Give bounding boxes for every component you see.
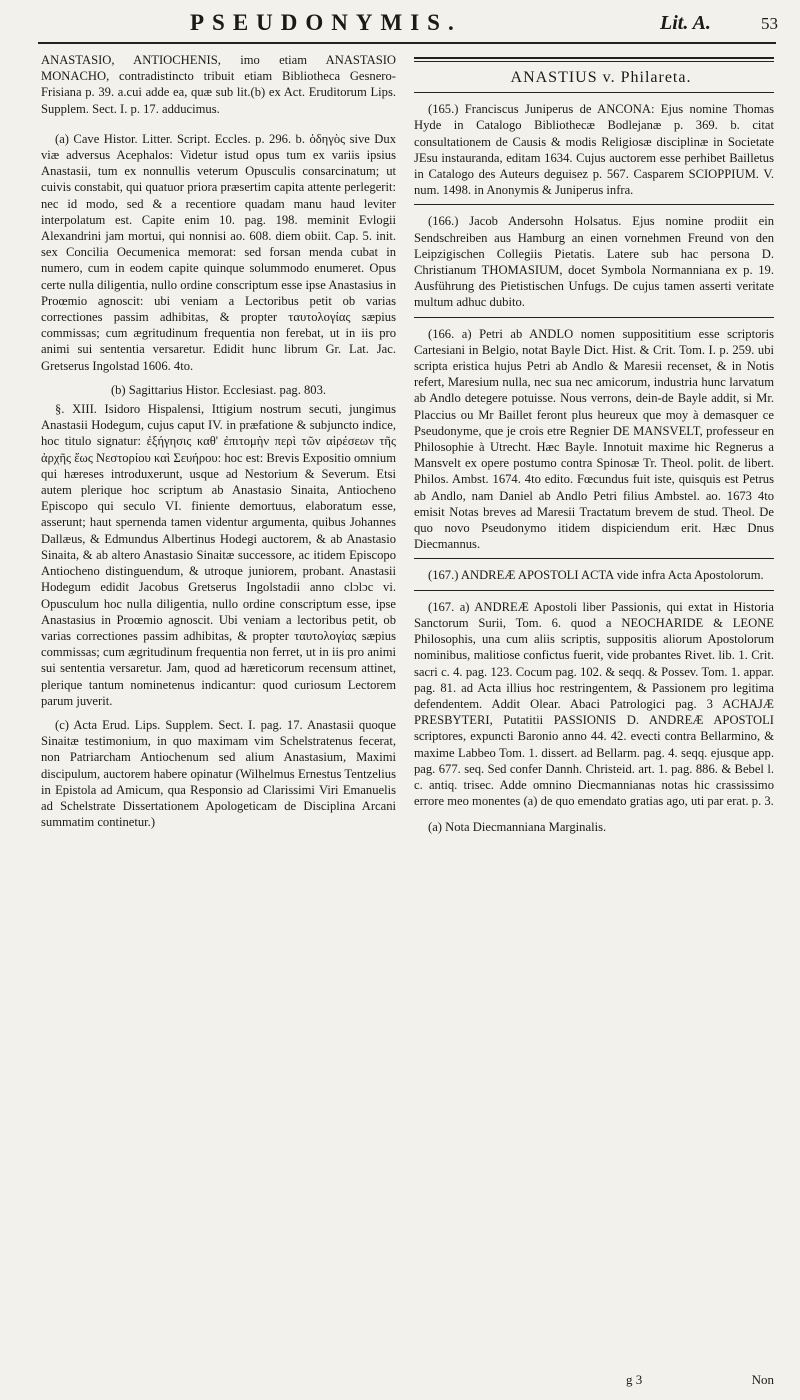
- running-title: PSEUDONYMIS.: [190, 10, 462, 35]
- footnote-b-text: §. XIII. Isidoro Hispalensi, Ittigium nostrum secuti, jungimus Anastasii Hodegum, cujus caput IV. in præfatione & subjuncto indice, hoc titulo signatur: ἐξήγησις καθ' ἐπιτομὴν περὶ τῶν αἱρέσεων τῆς ἀρχῆς ἕως Νεστορίου καὶ Σευήρου: hoc est: Brevis Expositio omnium qui hæreses introduxerunt, usque ad Nestorium & Severum. Etsi autem plerique hoc scriptum ab Anastasio Sinaita, Antiocheno Episcopo qui seculo VI. finiente demortuus, elaboratum esse, asserunt; haut spernenda tamen videntur argumenta, quibus Johannes Dallæus, & Edmundus Albertinus Hodegi auctorem, & ab Anastasio Sinaita, & ab altero Anastasio Sinaitæ successore, ac itidem Episcopo Antiocheno distinguendum, & utroque juniorem, probant. Anastasii Hodegum edidit Jacobus Gretserus Ingolstadii anno clɔlɔc vi. Opusculum hoc nulla diligentia, nullo ordine conscriptum esse, ipse Anastasius in Proœmio agnoscit. Ubi veniam a lectoribus petit, ob varias correctiones passim adhibitas, & propter ταυτολογίας sæpius commissas; cum ægritudinum frequentia non ferret, ut in iis pro animi sui sententia versaretur. Jam, quod ad hæreticorum recensum attinet, plerique tantum nominetenus indicantur: quod curiosum Lectorem parum juverit.: [41, 402, 396, 708]
- entry-divider: [414, 92, 774, 93]
- entry-divider: [414, 558, 774, 559]
- footnote-b-lead: (b) Sagittarius Histor. Ecclesiast. pag. 803.: [110, 382, 327, 397]
- header-rule: [38, 42, 776, 44]
- entry-divider: [414, 204, 774, 205]
- left-column: [41, 52, 396, 833]
- entry-166a: (166. a) Petri ab ANDLO nomen supposititium esse scriptoris Cartesiani in Belgio, notat Bayle Dict. Hist. & Crit. Tom. I. p. 259. ubi scripta eristica hujus Petri ab Andlo & Maresii recenset, & in Notis refert, Maresium nulla, nec sua nec amicorum, industria hunc larvatum ab Andlo detegere potuisse. Nous verrons, dein-de Bayle addit, si Mr. Placcius ou Mr Baillet feront plus heureux que moy à demasquer ce Pseudonyme, que je crois etre Regnier DE MANSVELT, professeur en Philosophie à Utrecht. Hæc Bayle. Innotuit maxime hic Regnerus a Mansvelt ex opere postumo contra Spinosæ Tr. Theol. polit. de libert. Philos. Ambst. 1674. 4to edito. Fœcundus fuit iste, quisquis est Petrus ab Andlo, nam Daniel ab Andlo Petri filius Ambstel. ao. 1673 4to emisit Notas breves ad Maresii Tractatum brevem de stud. Theol. De quo novo Pseudonymo itidem dispiciendum erit. Hæc Dnus Diecmannus.: [414, 326, 774, 552]
- footnote-a: (a) Cave Histor. Litter. Script. Eccles. p. 296. b. ὁδηγὸς sive Dux viæ adversus Acephalos: Videtur istud opus tum ex variis ipsius Anastasii, tum ex nonnullis veterum Opusculis consarcinatum; ut cuivis constabit, qui quatuor priora præsertim capita attente perlegerit: nec id modo, sed & a recentiore quadam manu haud leviter interpolatum est. Capite enim 10. pag. 198. meminit Evlogii Alexandrini jam mortui, qui nonnisi ao. 608. diem obiit. Cap. 5. init. sex Concilia Oecumenica memorat: sed forsan menda cubat in numero, cum in eodem capite quinque solummodo enumeret. Opus certe nulla diligentia, nullo ordine conscriptum esse ipse Anastasius in Proœmio agnoscit: ubi veniam a Lectoribus petit ob varias correctiones passim adhibitas, & propter ταυτολογίας sæpius commissas; cum ægritudinum frequentia non ferebat, ut in iis pro animi sui sententia versaretur. Edidit hunc librum Gr. Lat. Jac. Gretserus Ingolstad 1606. 4to.: [41, 131, 396, 373]
- entry-divider: [414, 590, 774, 591]
- entry-divider: [414, 57, 774, 62]
- entry-anastasio: ANASTASIO, ANTIOCHENIS, imo etiam ANASTASIO MONACHO, contradistincto tribuit etiam Bibliotheca Gesnero-Frisiana p. 39. a.cui adde ea, quæ sub lit.(b) ex Act. Eruditorum Lips. Supplem. Sect. I. p. 17. adducimus.: [41, 53, 396, 116]
- entry-167a: (167. a) ANDREÆ Apostoli liber Passionis, qui extat in Historia Sanctorum Surii, Tom. 6. quod a NEOCHARIDE & LEONE Philosophis, una cum aliis scriptis, suppositis aliorum Apostolorum nominibus, malitiose confictus fuerit, vide probantes Rivet. lib. 1. Crit. sacri c. 4. pag. 123. Cocum pag. 102. & seqq. & Possev. Tom. 1. appar. pag. 81. ad Acta illius hoc restringentem, & Passionem pro legitima defendentem. Addit Olear. Abaci Patrologici pag. 3 ACHAJÆ PRESBYTERI, Putatitii PASSIONIS D. ANDREÆ APOSTOLI scriptores, expuncti Baronio anno 44. 42. evecti contra Bellarmino, & maxime Labbeo Tom. 1. dissert. ad Bellarm. pag. 4. seqq. ejusque app. pag. 677. seq. Sed confer Dannh. Christeid. art. 1. pag. 886. & Bebel l. c. antiq. trisec. Adde omnino Diecmannianas notas hic crassissimo errore meo monentes (a) de quo emendato gratias ago, uti par erat. p. 3.: [414, 599, 774, 809]
- entry-anastius: ANASTIUS v. Philareta.: [510, 69, 692, 86]
- footnote-c: (c) Acta Erud. Lips. Supplem. Sect. I. pag. 17. Anastasii quoque Sinaitæ testimonium, in quo maximam vim Schelstratenus fecerat, non Patriarcham Antiochenum sed alium Anastasium, Maximi discipulum, auctorem habere opinatur (Wilhelmus Ernestus Tentzelius in Epistola ad Amicum, qua Responsio ad Clarissimi Viri Emanuelis ad Schelstrate Dissertationem Apologeticam de Disciplina Arcani summatim continetur.): [41, 717, 396, 830]
- entry-165: (165.) Franciscus Juniperus de ANCONA: Ejus nomine Thomas Hyde in Catalogo Bibliothecæ Bodlejanæ p. 369. b. citat consultationem de Causis & modis Religiosæ disciplinæ in Societate JEsu instauranda, editam 1634. Cujus auctorem esse perhibet Bailletus in Catalogo des Auteurs deguisez p. 567. Casparem SCIOPPIUM. V. num. 1498. in Anonymis & Juniperus infra.: [414, 102, 774, 198]
- right-column: [414, 52, 774, 839]
- signature-mark: g 3: [626, 1372, 643, 1387]
- section-tag: Lit. A.: [660, 12, 711, 34]
- entry-divider: [414, 317, 774, 318]
- entry-166: (166.) Jacob Andersohn Holsatus. Ejus nomine prodiit ein Sendschreiben aus Hamburg an einen vornehmen Freund von den Leipzigischen Collegiis Pietatis. Latere sub hac persona D. Christianum THOMASIUM, docet Symbola Normanniana ex p. 19. Ausführung des Pietistischen Unfugs. De cujus tamen asserti veritate multum adhuc dubito.: [414, 214, 774, 310]
- page-number: 53: [761, 14, 778, 33]
- page-header: [40, 10, 778, 40]
- margin-note: (a) Nota Diecmanniana Marginalis.: [428, 820, 607, 835]
- entry-167: (167.) ANDREÆ APOSTOLI ACTA vide infra Acta Apostolorum.: [428, 568, 764, 583]
- catchword: Non: [751, 1372, 774, 1387]
